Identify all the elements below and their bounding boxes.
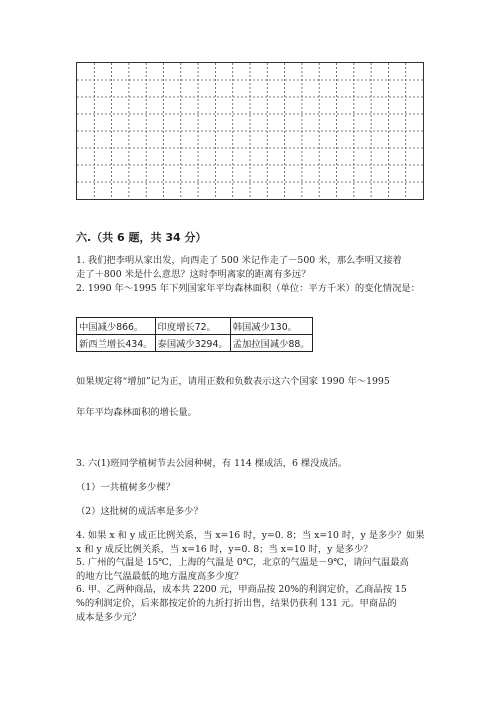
table-cell: 泰国减少3294。 (155, 335, 230, 352)
q5-line2: 的地方比气温最低的地方温度高多少度？ (76, 571, 244, 582)
q6-line2: %的利润定价，后来都按定价的九折打折出售，结果仍获利 131 元。甲商品的 (76, 598, 397, 609)
q3-sub2: （2）这批树的成活率是多少？ (76, 506, 203, 517)
q4-line1: 4. 如果 x 和 y 成正比例关系，当 x=16 时，y=0. 8；当 x=10 时，y 是多少？如果 (76, 530, 425, 541)
q4-line2: x 和 y 成反比例关系，当 x=16 时，y=0. 8；当 x=10 时，y 是多少？ (76, 544, 373, 555)
q3-sub1: （1）一共植树多少棵？ (76, 482, 175, 493)
grid-lines (77, 63, 423, 199)
section-title: 六.（共 6 题，共 34 分） (76, 231, 207, 244)
table-cell: 韩国减少130。 (230, 318, 312, 335)
table-row (77, 318, 313, 335)
table-cell: 孟加拉国减少88。 (230, 335, 312, 352)
q3-intro: 3. 六(1)班同学植树节去公园种树，有 114 棵成活，6 棵没成活。 (76, 458, 348, 469)
q1-line1: 1. 我们把李明从家出发，向西走了 500 米记作走了－500 米，那么李明又接着 (76, 255, 402, 266)
q2-intro: 2. 1990 年～1995 年下列国家年平均森林面积（单位：平方千米）的变化情况是： (76, 283, 420, 294)
q6-line3: 成本是多少元？ (76, 612, 142, 623)
q1-line2: 走了＋800 米是什么意思？这时李明离家的距离有多远？ (76, 269, 311, 280)
q2-ask-line2: 年年平均森林面积的增长量。 (76, 407, 197, 418)
table-cell: 中国减少866。 (77, 318, 156, 335)
table-row (77, 335, 313, 352)
table-cell: 印度增长72。 (155, 318, 230, 335)
table-cell: 新西兰增长434。 (77, 335, 156, 352)
answer-grid (76, 62, 424, 200)
q6-line1: 6. 甲、乙两种商品，成本共 2200 元，甲商品按 20%的利润定价，乙商品按 15 (76, 584, 407, 595)
forest-table (76, 317, 313, 352)
q5-line1: 5. 广州的气温是 15℃，上海的气温是 0℃，北京的气温是－9℃，请问气温最高 (76, 557, 409, 568)
q2-ask-line1: 如果规定将“增加”记为正，请用正数和负数表示这六个国家 1990 年～1995 (76, 376, 390, 387)
